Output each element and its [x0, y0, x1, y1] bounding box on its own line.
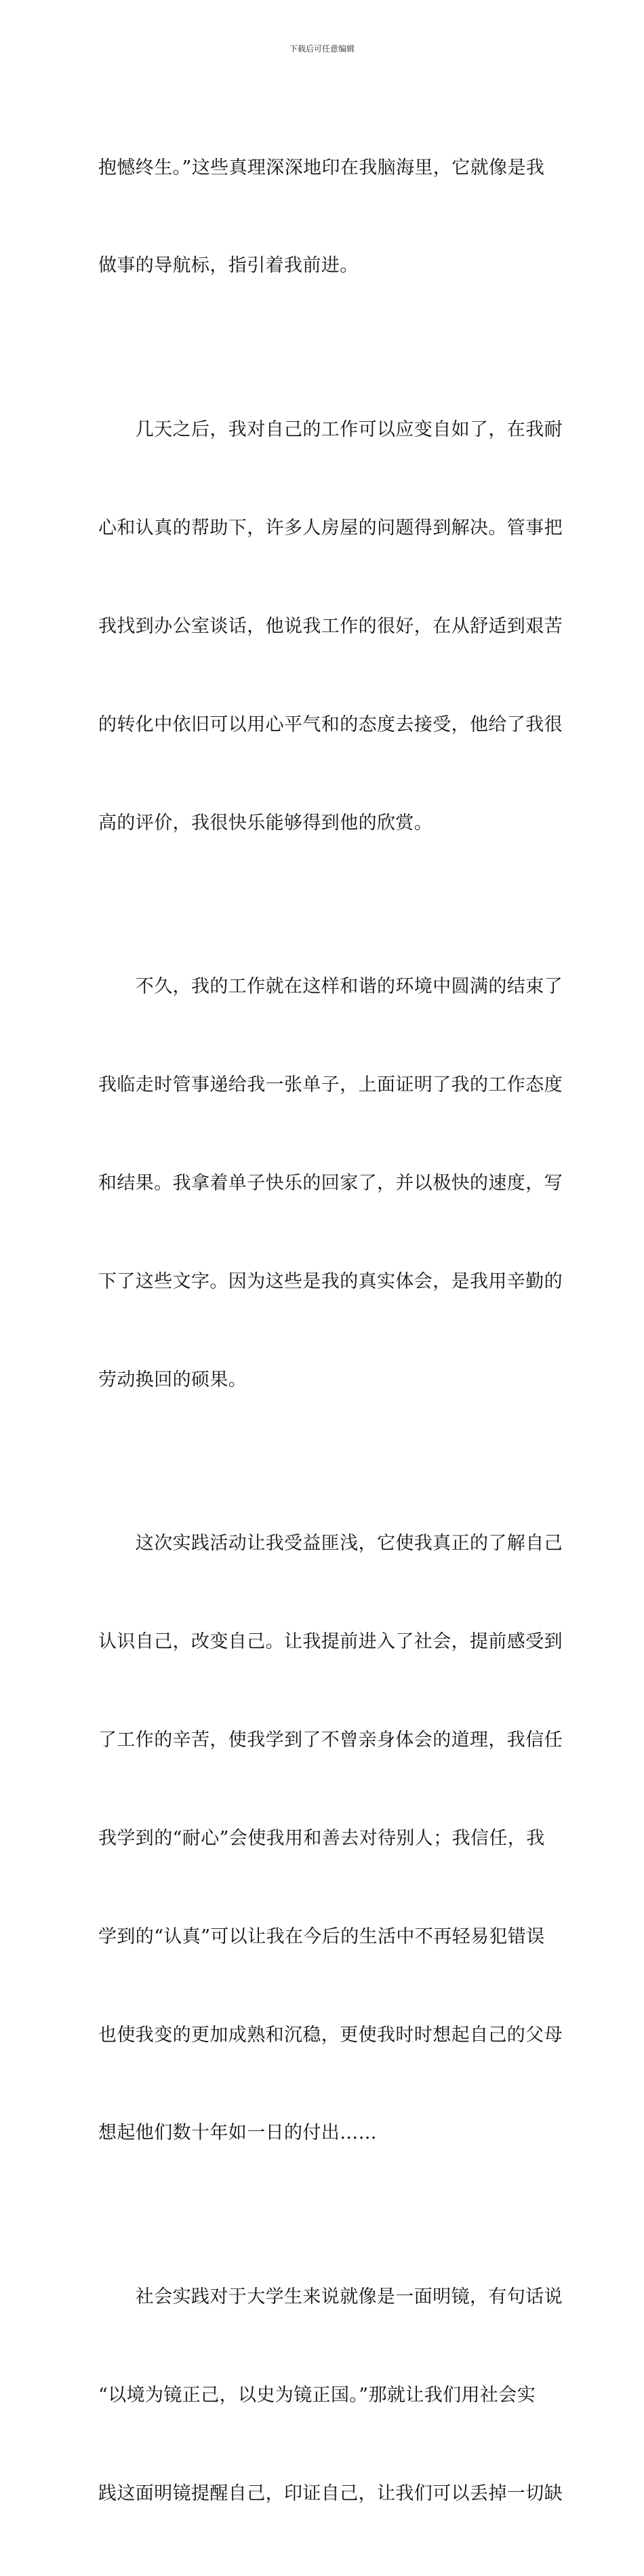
text-line: 了工作的辛苦，使我学到了不曾亲身体会的道理，我信任	[98, 1729, 563, 1751]
text-line: 认识自己，改变自己。让我提前进入了社会，提前感受到	[98, 1631, 563, 1652]
text-line: 学到的“认真”可以让我在今后的生活中不再轻易犯错误	[98, 1926, 545, 1947]
document-body	[98, 86, 563, 2576]
text-line: 的转化中依旧可以用心平气和的态度去接受，他给了我很	[98, 714, 563, 735]
text-line: 想起他们数十年如一日的付出……	[98, 2122, 377, 2144]
text-line: 抱憾终生。”这些真理深深地印在我脑海里，它就像是我	[98, 157, 545, 178]
text-line: 心和认真的帮助下，许多人房屋的问题得到解决。管事把	[98, 517, 563, 539]
paragraph-5	[98, 2215, 563, 2575]
page-header: 下载后可任意编辑	[289, 44, 355, 54]
text-line: 我临走时管事递给我一张单子，上面证明了我的工作态度	[98, 1074, 563, 1095]
text-line: 几天之后，我对自己的工作可以应变自如了，在我耐	[98, 418, 563, 440]
text-line: 做事的导航标，指引着我前进。	[98, 255, 359, 277]
paragraph-3	[98, 905, 563, 1462]
text-line: 和结果。我拿着单子快乐的回家了，并以极快的速度，写	[98, 1172, 563, 1194]
text-line: 我找到办公室谈话，他说我工作的很好，在从舒适到艰苦	[98, 615, 563, 637]
text-line: 下了这些文字。因为这些是我的真实体会，是我用辛勤的	[98, 1270, 563, 1292]
text-line: 这次实践活动让我受益匪浅，它使我真正的了解自己	[98, 1533, 563, 1555]
text-line: 我学到的“耐心”会使我用和善去对待别人；我信任，我	[98, 1827, 545, 1849]
paragraph-4	[98, 1462, 563, 2215]
text-line: 也使我变的更加成熟和沉稳，更使我时时想起自己的父母	[98, 2024, 563, 2046]
text-line: 不久，我的工作就在这样和谐的环境中圆满的结束了	[98, 976, 563, 998]
text-line: “以境为镜正己，以史为镜正国。”那就让我们用社会实	[98, 2384, 536, 2406]
text-line: 劳动换回的硕果。	[98, 1369, 247, 1390]
paragraph-1	[98, 86, 549, 348]
text-line: 社会实践对于大学生来说就像是一面明镜，有句话说	[98, 2286, 563, 2307]
text-line: 践这面明镜提醒自己，印证自己，让我们可以丢掉一切缺	[98, 2482, 563, 2504]
paragraph-2	[98, 348, 563, 905]
text-line: 高的评价，我很快乐能够得到他的欣赏。	[98, 812, 433, 834]
